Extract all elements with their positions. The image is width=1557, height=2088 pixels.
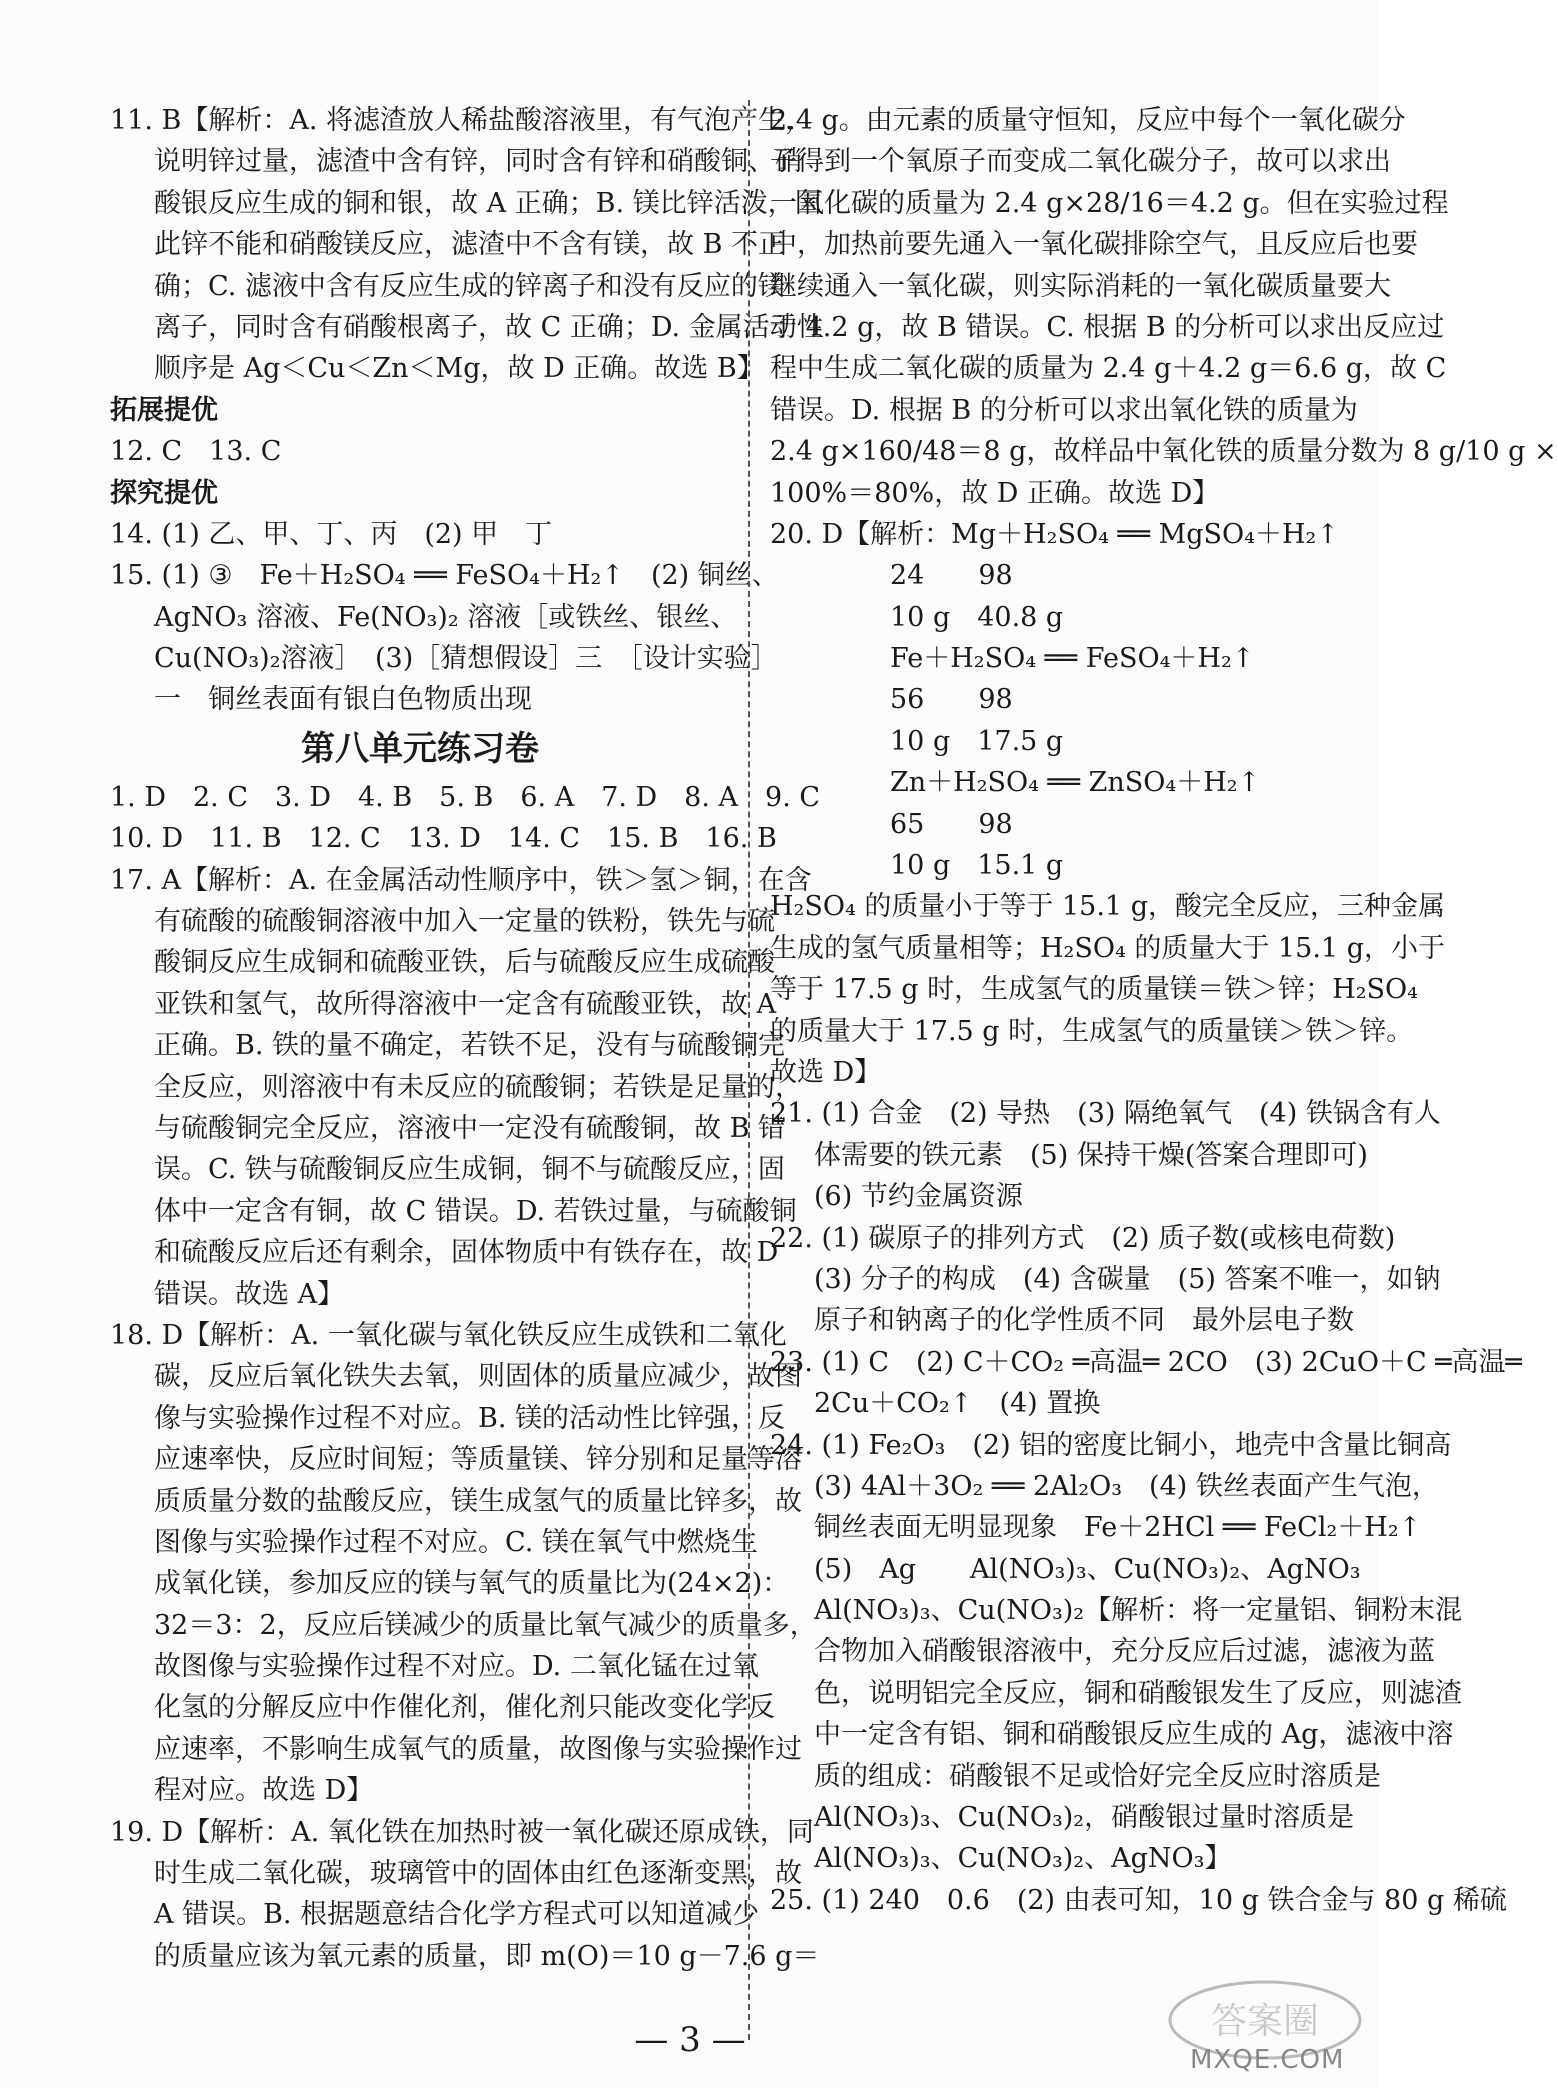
right-line: Fe＋H₂SO₄ ══ FeSO₄＋H₂↑	[890, 643, 1255, 675]
right-line: Al(NO₃)₃、Cu(NO₃)₂【解析：将一定量铝、铜粉末混	[814, 1595, 1463, 1627]
page-number: — 3 —	[634, 2020, 746, 2060]
right-line: 铜丝表面无明显现象 Fe＋2HCl ══ FeCl₂＋H₂↑	[814, 1512, 1422, 1544]
left-column	[110, 100, 824, 1977]
right-line: 子得到一个氧原子而变成二氧化碳分子，故可以求出	[770, 146, 1391, 178]
right-line: Al(NO₃)₃、Cu(NO₃)₂，硝酸银过量时溶质是	[814, 1802, 1355, 1834]
left-line: 14. (1) 乙、甲、丁、丙 (2) 甲 丁	[110, 518, 553, 550]
left-line: 全反应，则溶液中有未反应的硫酸铜；若铁是足量的，	[154, 1071, 802, 1103]
left-line: 10. D 11. B 12. C 13. D 14. C 15. B 16. B	[110, 823, 777, 855]
watermark-text: MXQE.COM	[1190, 2045, 1345, 2075]
right-line: 一氧化碳的质量为 2.4 g×28/16＝4.2 g。但在实验过程	[770, 187, 1449, 219]
left-line: 碳，反应后氧化铁失去氧，则固体的质量应减少，故图	[154, 1361, 802, 1393]
left-line: 11. B【解析：A. 将滤渣放人稀盐酸溶液里，有气泡产生，	[110, 105, 813, 136]
right-line: 10 g 15.1 g	[890, 850, 1064, 882]
left-line: 和硫酸反应后还有剩余，固体物质中有铁存在，故 D	[154, 1237, 779, 1269]
left-line: 确；C. 滤液中含有反应生成的锌离子和没有反应的镁	[154, 270, 785, 302]
left-line: Cu(NO₃)₂溶液］ (3)［猜想假设］三 ［设计实验］	[154, 643, 778, 675]
right-line: 故选 D】	[770, 1056, 882, 1088]
right-line: 2Cu＋CO₂↑ (4) 置换	[814, 1388, 1101, 1420]
left-line: 化氢的分解反应中作催化剂，催化剂只能改变化学反	[154, 1692, 775, 1724]
left-line: 应速率快，反应时间短；等质量镁、锌分别和足量等溶	[154, 1444, 802, 1476]
right-line: 20. D【解析：Mg＋H₂SO₄ ══ MgSO₄＋H₂↑	[770, 518, 1339, 550]
right-line: 10 g 17.5 g	[890, 725, 1064, 757]
right-line: 10 g 40.8 g	[890, 601, 1064, 633]
right-line: 的质量大于 17.5 g 时，生成氢气的质量镁＞铁＞锌。	[770, 1015, 1414, 1047]
right-line: 继续通入一氧化碳，则实际消耗的一氧化碳质量要大	[770, 270, 1391, 302]
unit-title: 第八单元练习卷	[301, 728, 539, 769]
left-line: 应速率，不影响生成氧气的质量，故图像与实验操作过	[154, 1733, 802, 1765]
right-line: 2.4 g×160/48＝8 g，故样品中氧化铁的质量分数为 8 g/10 g ×	[770, 436, 1557, 468]
right-line: (5) Ag Al(NO₃)₃、Cu(NO₃)₂、AgNO₃	[814, 1553, 1361, 1585]
left-line: AgNO₃ 溶液、Fe(NO₃)₂ 溶液［或铁丝、银丝、	[154, 601, 738, 633]
svg-text:答案圈: 答案圈	[1210, 2001, 1320, 2042]
left-line: 探究提优	[110, 477, 218, 509]
left-line: 18. D【解析：A. 一氧化碳与氧化铁反应生成铁和二氧化	[110, 1319, 787, 1351]
right-line: 22. (1) 碳原子的排列方式 (2) 质子数(或核电荷数)	[770, 1222, 1396, 1254]
left-line: 时生成二氧化碳，玻璃管中的固体由红色逐渐变黑，故	[154, 1858, 802, 1890]
left-line: 成氧化镁，参加反应的镁与氧气的质量比为(24×2)：	[154, 1568, 790, 1600]
left-line: 与硫酸铜完全反应，溶液中一定没有硫酸铜，故 B 错	[154, 1112, 786, 1144]
left-line: 一 铜丝表面有银白色物质出现	[154, 684, 532, 716]
right-line: (3) 4Al＋3O₂ ══ 2Al₂O₃ (4) 铁丝表面产生气泡，	[814, 1470, 1439, 1502]
right-line: (3) 分子的构成 (4) 含碳量 (5) 答案不唯一，如钠	[814, 1263, 1441, 1295]
left-line: 误。C. 铁与硫酸铜反应生成铜，铜不与硫酸反应，固	[154, 1154, 785, 1186]
left-line: A 错误。B. 根据题意结合化学方程式可以知道减少	[154, 1899, 760, 1931]
left-line: 体中一定含有铜，故 C 错误。D. 若铁过量，与硫酸铜	[154, 1195, 797, 1227]
left-line: 酸银反应生成的铜和银，故 A 正确；B. 镁比锌活泼，因	[154, 187, 822, 219]
right-line: 23. (1) C (2) C＋CO₂ ═高温═ 2CO (3) 2CuO＋C ═高温═	[770, 1346, 1522, 1378]
right-line: Zn＋H₂SO₄ ══ ZnSO₄＋H₂↑	[890, 767, 1261, 799]
left-line: 亚铁和氢气，故所得溶液中一定含有硫酸亚铁，故 A	[154, 988, 777, 1020]
right-line: 于 4.2 g，故 B 错误。C. 根据 B 的分析可以求出反应过	[770, 311, 1445, 343]
left-line: 19. D【解析：A. 氧化铁在加热时被一氧化碳还原成铁，同	[110, 1816, 814, 1848]
right-line: 中，加热前要先通入一氧化碳排除空气，且反应后也要	[770, 229, 1418, 261]
left-line: 图像与实验操作过程不对应。C. 镁在氧气中燃烧生	[154, 1526, 758, 1558]
right-line: 21. (1) 合金 (2) 导热 (3) 隔绝氧气 (4) 铁锅含有人	[770, 1098, 1441, 1130]
right-line: 24 98	[890, 560, 1013, 592]
right-line: 合物加入硝酸银溶液中，充分反应后过滤，滤液为蓝	[814, 1636, 1435, 1668]
left-line: 12. C 13. C	[110, 436, 282, 468]
left-line: 像与实验操作过程不对应。B. 镁的活动性比锌强，反	[154, 1402, 786, 1434]
right-line: 生成的氢气质量相等；H₂SO₄ 的质量大于 15.1 g，小于	[770, 932, 1445, 964]
right-line: 等于 17.5 g 时，生成氢气的质量镁＝铁＞锌；H₂SO₄	[770, 974, 1418, 1006]
right-line: Al(NO₃)₃、Cu(NO₃)₂、AgNO₃】	[814, 1843, 1232, 1875]
left-line: 说明锌过量，滤渣中含有锌，同时含有锌和硝酸铜、硝	[154, 146, 802, 178]
right-line: 体需要的铁元素 (5) 保持干燥(答案合理即可)	[814, 1139, 1368, 1171]
left-line: 正确。B. 铁的量不确定，若铁不足，没有与硫酸铜完	[154, 1030, 786, 1062]
right-line: 程中生成二氧化碳的质量为 2.4 g＋4.2 g＝6.6 g，故 C	[770, 353, 1447, 385]
column-divider	[748, 100, 751, 2040]
right-line: (6) 节约金属资源	[814, 1181, 1023, 1213]
right-line: 56 98	[890, 684, 1013, 716]
right-line: 质的组成：硝酸银不足或恰好完全反应时溶质是	[814, 1760, 1381, 1792]
left-line: 顺序是 Ag＜Cu＜Zn＜Mg，故 D 正确。故选 B】	[154, 353, 764, 385]
left-line: 32＝3：2，反应后镁减少的质量比氧气减少的质量多，	[154, 1609, 817, 1641]
right-line: 25. (1) 240 0.6 (2) 由表可知，10 g 铁合金与 80 g 稀硫	[770, 1884, 1507, 1916]
left-line: 酸铜反应生成铜和硫酸亚铁，后与硫酸反应生成硫酸	[154, 947, 775, 979]
left-line: 质质量分数的盐酸反应，镁生成氢气的质量比锌多，故	[154, 1485, 802, 1517]
right-line: H₂SO₄ 的质量小于等于 15.1 g，酸完全反应，三种金属	[770, 891, 1445, 923]
right-line: 中一定含有铝、铜和硝酸银反应生成的 Ag，滤液中溶	[814, 1719, 1454, 1751]
right-line: 色，说明铝完全反应，铜和硝酸银发生了反应，则滤渣	[814, 1677, 1462, 1709]
left-line: 程对应。故选 D】	[154, 1775, 374, 1807]
left-line: 15. (1) ③ Fe＋H₂SO₄ ══ FeSO₄＋H₂↑ (2) 铜丝、	[110, 560, 779, 592]
right-column	[770, 100, 1557, 1921]
left-line: 1. D 2. C 3. D 4. B 5. B 6. A 7. D 8. A 9. C	[110, 781, 821, 813]
left-line: 的质量应该为氧元素的质量，即 m(O)＝10 g－7.6 g＝	[154, 1940, 820, 1972]
left-line: 拓展提优	[110, 394, 218, 426]
left-line: 有硫酸的硫酸铜溶液中加入一定量的铁粉，铁先与硫	[154, 906, 775, 938]
right-line: 24. (1) Fe₂O₃ (2) 铝的密度比铜小，地壳中含量比铜高	[770, 1429, 1452, 1461]
left-line: 错误。故选 A】	[154, 1278, 345, 1310]
right-line: 65 98	[890, 808, 1013, 840]
right-line: 2.4 g。由元素的质量守恒知，反应中每个一氧化碳分	[770, 105, 1406, 136]
left-line: 17. A【解析：A. 在金属活动性顺序中，铁＞氢＞铜，在含	[110, 864, 812, 896]
right-line: 原子和钠离子的化学性质不同 最外层电子数	[814, 1305, 1354, 1337]
left-line: 此锌不能和硝酸镁反应，滤渣中不含有镁，故 B 不正	[154, 229, 786, 261]
left-line: 离子，同时含有硝酸根离子，故 C 正确；D. 金属活动性	[154, 311, 824, 343]
right-line: 100%＝80%，故 D 正确。故选 D】	[770, 477, 1220, 509]
left-line: 故图像与实验操作过程不对应。D. 二氧化锰在过氧	[154, 1651, 759, 1683]
right-line: 错误。D. 根据 B 的分析可以求出氧化铁的质量为	[770, 394, 1358, 426]
